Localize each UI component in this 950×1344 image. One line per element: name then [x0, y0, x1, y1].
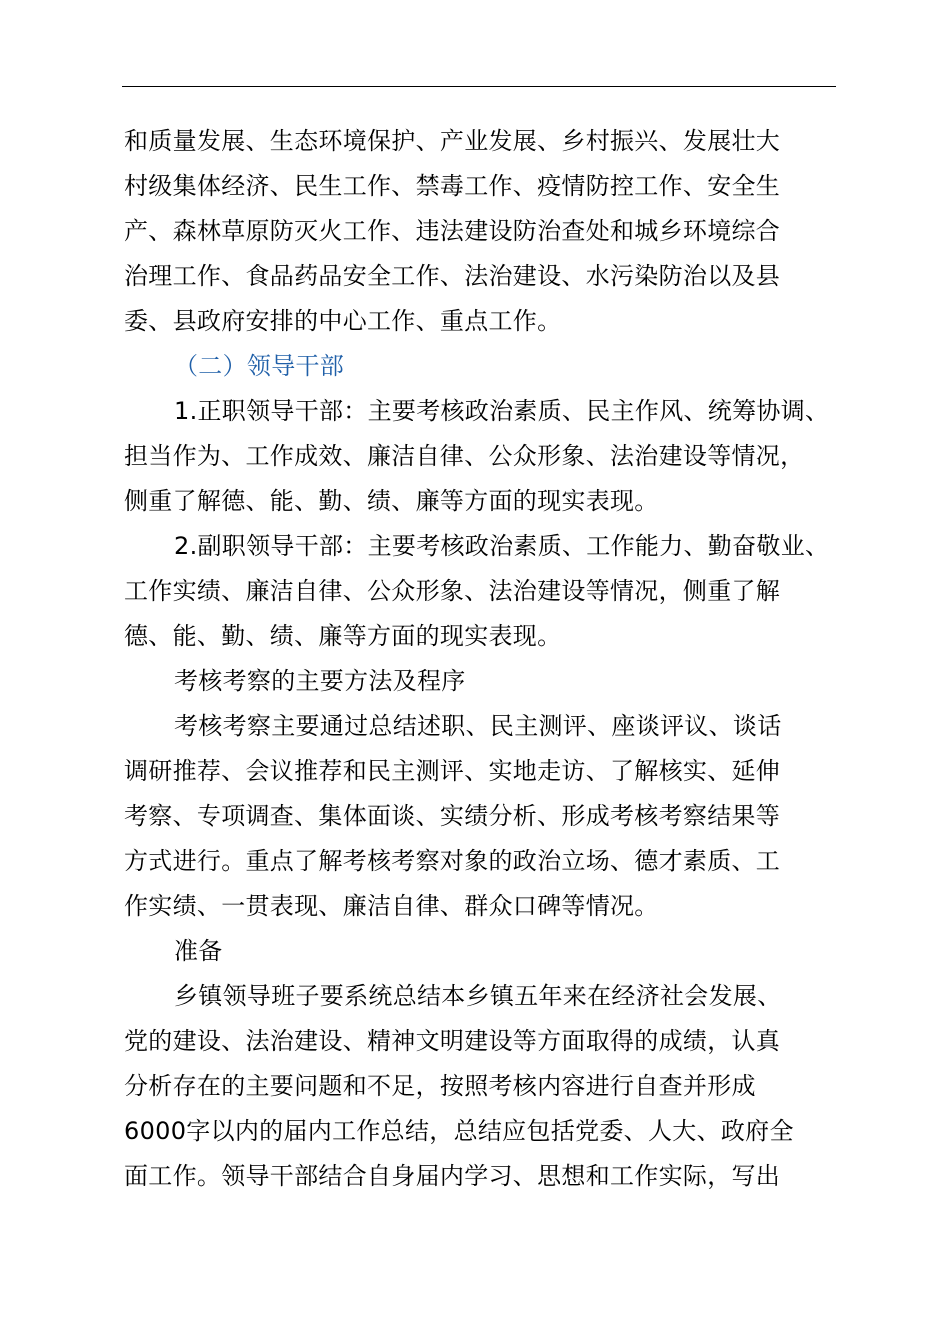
text-line: 工作实绩、廉洁自律、公众形象、法治建设等情况，侧重了解 — [124, 577, 781, 605]
text-line: 和质量发展、生态环境保护、产业发展、乡村振兴、发展壮大 — [124, 127, 781, 155]
text-line: 村级集体经济、民生工作、禁毒工作、疫情防控工作、安全生 — [124, 172, 781, 200]
paragraph-start-line: 1.正职领导干部：主要考核政治素质、民主作风、统筹协调、 — [174, 397, 830, 425]
text-line: 担当作为、工作成效、廉洁自律、公众形象、法治建设等情况， — [124, 442, 805, 470]
text-line: 分析存在的主要问题和不足，按照考核内容进行自查并形成 — [124, 1072, 756, 1100]
text-line: 委、县政府安排的中心工作、重点工作。 — [124, 307, 562, 335]
paragraph-start-line: 2.副职领导干部：主要考核政治素质、工作能力、勤奋敬业、 — [174, 532, 830, 560]
text-line: 侧重了解德、能、勤、绩、廉等方面的现实表现。 — [124, 487, 659, 515]
section-heading: （二）领导干部 — [174, 352, 345, 380]
subsection-heading: 考核考察的主要方法及程序 — [174, 667, 466, 695]
text-line: 面工作。领导干部结合自身届内学习、思想和工作实际，写出 — [124, 1162, 781, 1190]
text-line: 6000字以内的届内工作总结，总结应包括党委、人大、政府全 — [124, 1117, 794, 1145]
text-line: 考察、专项调查、集体面谈、实绩分析、形成考核考察结果等 — [124, 802, 781, 830]
text-line: 产、森林草原防灭火工作、违法建设防治查处和城乡环境综合 — [124, 217, 781, 245]
text-line: 党的建设、法治建设、精神文明建设等方面取得的成绩，认真 — [124, 1027, 781, 1055]
document-body — [124, 119, 838, 1199]
header-rule — [122, 86, 836, 87]
text-line: 治理工作、食品药品安全工作、法治建设、水污染防治以及县 — [124, 262, 781, 290]
paragraph-start-line: 考核考察主要通过总结述职、民主测评、座谈评议、谈话 — [174, 712, 782, 740]
text-line: 方式进行。重点了解考核考察对象的政治立场、德才素质、工 — [124, 847, 781, 875]
subsection-heading: 准备 — [174, 937, 223, 965]
paragraph-start-line: 乡镇领导班子要系统总结本乡镇五年来在经济社会发展、 — [174, 982, 782, 1010]
text-line: 德、能、勤、绩、廉等方面的现实表现。 — [124, 622, 562, 650]
text-line: 作实绩、一贯表现、廉洁自律、群众口碑等情况。 — [124, 892, 659, 920]
text-line: 调研推荐、会议推荐和民主测评、实地走访、了解核实、延伸 — [124, 757, 781, 785]
